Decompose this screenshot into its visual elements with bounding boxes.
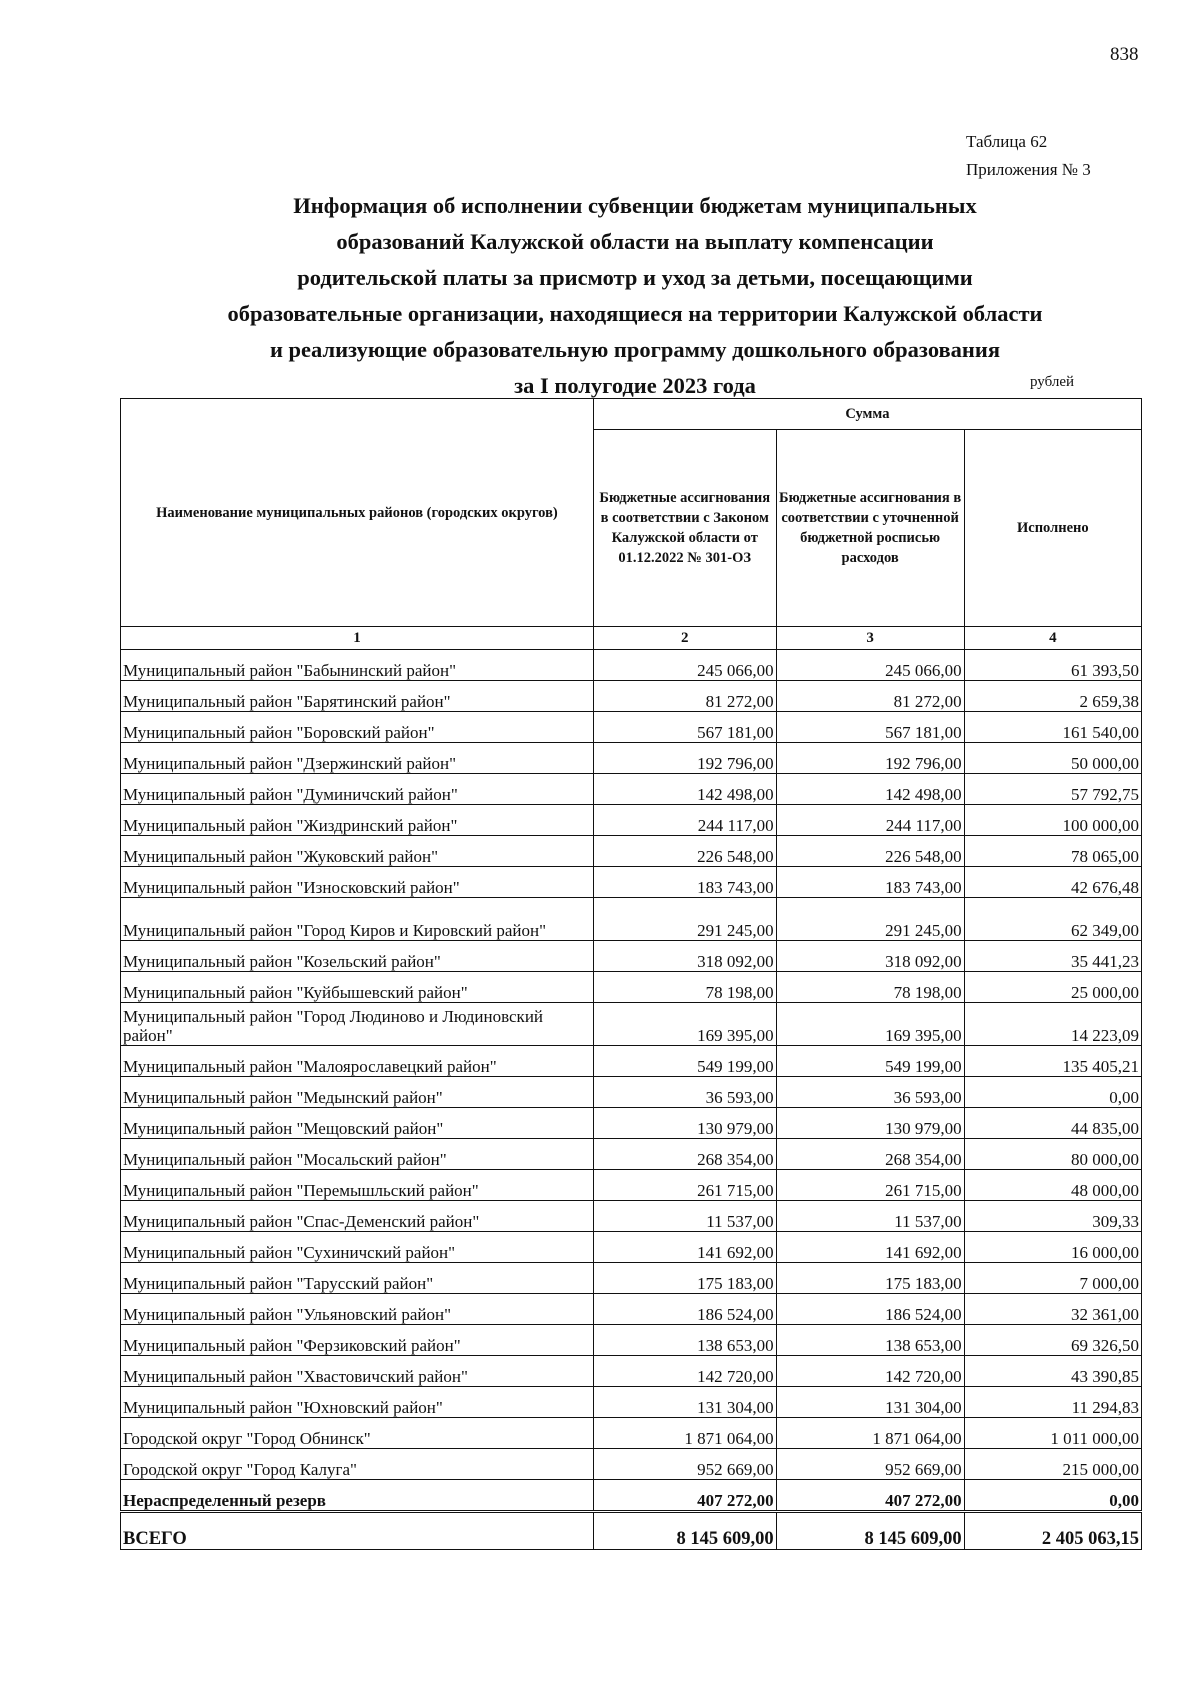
title-line: родительской платы за присмотр и уход за детьми, посещающими	[297, 265, 973, 290]
table-row	[121, 941, 1142, 972]
executed-value: 14 223,09	[964, 1003, 1141, 1046]
municipality-name: Городской округ "Город Калуга"	[121, 1449, 594, 1480]
title-line: Информация об исполнении субвенции бюджетам муниципальных	[293, 193, 977, 218]
refined-allocation-value: 186 524,00	[776, 1294, 964, 1325]
law-allocation-value: 318 092,00	[593, 941, 776, 972]
law-allocation-value: 78 198,00	[593, 972, 776, 1003]
executed-value: 11 294,83	[964, 1387, 1141, 1418]
municipality-name: Муниципальный район "Козельский район"	[121, 941, 594, 972]
law-allocation-value: 291 245,00	[593, 898, 776, 941]
executed-value: 0,00	[964, 1480, 1141, 1512]
refined-allocation-value: 261 715,00	[776, 1170, 964, 1201]
table-number: Таблица 62	[966, 132, 1048, 151]
table-row	[121, 1480, 1142, 1512]
law-allocation-value: 226 548,00	[593, 836, 776, 867]
table-row	[121, 805, 1142, 836]
executed-value: 309,33	[964, 1201, 1141, 1232]
executed-value: 61 393,50	[964, 650, 1141, 681]
table-row	[121, 1356, 1142, 1387]
executed-value: 48 000,00	[964, 1170, 1141, 1201]
law-allocation-value: 192 796,00	[593, 743, 776, 774]
column-number: 3	[776, 627, 964, 650]
table-row	[121, 774, 1142, 805]
municipality-name: Муниципальный район "Бабынинский район"	[121, 650, 594, 681]
law-allocation-value: 245 066,00	[593, 650, 776, 681]
table-row	[121, 1046, 1142, 1077]
refined-allocation-value: 36 593,00	[776, 1077, 964, 1108]
table-row	[121, 836, 1142, 867]
municipality-name: Муниципальный район "Спас-Деменский район"	[121, 1201, 594, 1232]
law-allocation-value: 261 715,00	[593, 1170, 776, 1201]
title-line: образований Калужской области на выплату компенсации	[336, 229, 934, 254]
municipality-name: Муниципальный район "Куйбышевский район"	[121, 972, 594, 1003]
table-row	[121, 1387, 1142, 1418]
table-row	[121, 1418, 1142, 1449]
executed-value: 25 000,00	[964, 972, 1141, 1003]
executed-value: 135 405,21	[964, 1046, 1141, 1077]
executed-value: 1 011 000,00	[964, 1418, 1141, 1449]
law-allocation-value: 81 272,00	[593, 681, 776, 712]
refined-allocation-value: 291 245,00	[776, 898, 964, 941]
total-executed: 2 405 063,15	[964, 1512, 1141, 1550]
refined-allocation-value: 226 548,00	[776, 836, 964, 867]
refined-allocation-value: 407 272,00	[776, 1480, 964, 1512]
law-allocation-value: 142 498,00	[593, 774, 776, 805]
refined-allocation-value: 138 653,00	[776, 1325, 964, 1356]
municipality-name: Муниципальный район "Думиничский район"	[121, 774, 594, 805]
refined-allocation-value: 130 979,00	[776, 1108, 964, 1139]
title-line: за I полугодие 2023 года	[514, 373, 756, 398]
municipality-name: Муниципальный район "Медынский район"	[121, 1077, 594, 1108]
executed-value: 35 441,23	[964, 941, 1141, 972]
total-row	[121, 1512, 1142, 1550]
executed-value: 62 349,00	[964, 898, 1141, 941]
municipality-name: Муниципальный район "Боровский район"	[121, 712, 594, 743]
executed-value: 100 000,00	[964, 805, 1141, 836]
refined-allocation-value: 169 395,00	[776, 1003, 964, 1046]
appendix-number: Приложения № 3	[966, 160, 1091, 179]
municipality-name: Муниципальный район "Мосальский район"	[121, 1139, 594, 1170]
title-line: и реализующие образовательную программу дошкольного образования	[269, 337, 1001, 362]
table-row	[121, 650, 1142, 681]
refined-allocation-value: 142 498,00	[776, 774, 964, 805]
municipality-name: Муниципальный район "Сухиничский район"	[121, 1232, 594, 1263]
municipality-name: Муниципальный район "Барятинский район"	[121, 681, 594, 712]
law-allocation-value: 244 117,00	[593, 805, 776, 836]
municipality-name: Нераспределенный резерв	[121, 1480, 594, 1512]
law-allocation-value: 169 395,00	[593, 1003, 776, 1046]
table-row	[121, 712, 1142, 743]
municipality-name: Муниципальный район "Износковский район"	[121, 867, 594, 898]
table-row	[121, 1003, 1142, 1046]
municipality-name: Городской округ "Город Обнинск"	[121, 1418, 594, 1449]
refined-allocation-value: 192 796,00	[776, 743, 964, 774]
municipality-name: Муниципальный район "Ульяновский район"	[121, 1294, 594, 1325]
law-allocation-value: 138 653,00	[593, 1325, 776, 1356]
document-title	[170, 188, 1100, 404]
column-number: 2	[593, 627, 776, 650]
law-allocation-value: 186 524,00	[593, 1294, 776, 1325]
header-law-allocation: Бюджетные ассигнования в соответствии с Законом Калужской области от 01.12.2022 № 301-ОЗ	[593, 430, 776, 627]
refined-allocation-value: 318 092,00	[776, 941, 964, 972]
municipality-name: Муниципальный район "Перемышльский район"	[121, 1170, 594, 1201]
executed-value: 32 361,00	[964, 1294, 1141, 1325]
header-executed: Исполнено	[964, 430, 1141, 627]
refined-allocation-value: 175 183,00	[776, 1263, 964, 1294]
executed-value: 80 000,00	[964, 1139, 1141, 1170]
page-number: 838	[1110, 44, 1139, 65]
law-allocation-value: 183 743,00	[593, 867, 776, 898]
table-row	[121, 1077, 1142, 1108]
table-row	[121, 1294, 1142, 1325]
total-law-allocation: 8 145 609,00	[593, 1512, 776, 1550]
executed-value: 69 326,50	[964, 1325, 1141, 1356]
municipality-name: Муниципальный район "Юхновский район"	[121, 1387, 594, 1418]
table-row	[121, 1325, 1142, 1356]
municipality-name: Муниципальный район "Ферзиковский район"	[121, 1325, 594, 1356]
table-row	[121, 743, 1142, 774]
municipality-name: Муниципальный район "Жиздринский район"	[121, 805, 594, 836]
table-row	[121, 1232, 1142, 1263]
municipality-name: Муниципальный район "Тарусский район"	[121, 1263, 594, 1294]
budget-table	[120, 398, 1142, 1550]
law-allocation-value: 11 537,00	[593, 1201, 776, 1232]
table-row	[121, 1139, 1142, 1170]
refined-allocation-value: 1 871 064,00	[776, 1418, 964, 1449]
refined-allocation-value: 78 198,00	[776, 972, 964, 1003]
law-allocation-value: 549 199,00	[593, 1046, 776, 1077]
title-line: образовательные организации, находящиеся на территории Калужской области	[227, 301, 1043, 326]
law-allocation-value: 130 979,00	[593, 1108, 776, 1139]
refined-allocation-value: 268 354,00	[776, 1139, 964, 1170]
executed-value: 161 540,00	[964, 712, 1141, 743]
law-allocation-value: 407 272,00	[593, 1480, 776, 1512]
total-label: ВСЕГО	[121, 1512, 594, 1550]
municipality-name: Муниципальный район "Город Киров и Кировский район"	[121, 898, 594, 941]
executed-value: 42 676,48	[964, 867, 1141, 898]
executed-value: 2 659,38	[964, 681, 1141, 712]
executed-value: 7 000,00	[964, 1263, 1141, 1294]
refined-allocation-value: 142 720,00	[776, 1356, 964, 1387]
law-allocation-value: 131 304,00	[593, 1387, 776, 1418]
header-sum-group: Сумма	[593, 399, 1141, 430]
table-label	[966, 128, 1091, 184]
header-name-column: Наименование муниципальных районов (городских округов)	[121, 399, 594, 627]
law-allocation-value: 567 181,00	[593, 712, 776, 743]
header-refined-allocation: Бюджетные ассигнования в соответствии с уточненной бюджетной росписью расходов	[776, 430, 964, 627]
refined-allocation-value: 183 743,00	[776, 867, 964, 898]
executed-value: 50 000,00	[964, 743, 1141, 774]
executed-value: 57 792,75	[964, 774, 1141, 805]
refined-allocation-value: 952 669,00	[776, 1449, 964, 1480]
refined-allocation-value: 11 537,00	[776, 1201, 964, 1232]
table-row	[121, 898, 1142, 941]
law-allocation-value: 142 720,00	[593, 1356, 776, 1387]
municipality-name: Муниципальный район "Город Людиново и Людиновский район"	[121, 1003, 594, 1046]
law-allocation-value: 1 871 064,00	[593, 1418, 776, 1449]
table-row	[121, 1201, 1142, 1232]
executed-value: 215 000,00	[964, 1449, 1141, 1480]
table-row	[121, 867, 1142, 898]
municipality-name: Муниципальный район "Жуковский район"	[121, 836, 594, 867]
table-body	[121, 650, 1142, 1550]
table-row	[121, 681, 1142, 712]
column-number: 4	[964, 627, 1141, 650]
municipality-name: Муниципальный район "Дзержинский район"	[121, 743, 594, 774]
executed-value: 0,00	[964, 1077, 1141, 1108]
total-refined-allocation: 8 145 609,00	[776, 1512, 964, 1550]
refined-allocation-value: 245 066,00	[776, 650, 964, 681]
refined-allocation-value: 549 199,00	[776, 1046, 964, 1077]
executed-value: 16 000,00	[964, 1232, 1141, 1263]
executed-value: 43 390,85	[964, 1356, 1141, 1387]
executed-value: 44 835,00	[964, 1108, 1141, 1139]
law-allocation-value: 36 593,00	[593, 1077, 776, 1108]
refined-allocation-value: 81 272,00	[776, 681, 964, 712]
municipality-name: Муниципальный район "Хвастовичский район"	[121, 1356, 594, 1387]
table-row	[121, 972, 1142, 1003]
table-row	[121, 1263, 1142, 1294]
units-label: рублей	[1030, 374, 1075, 390]
column-number: 1	[121, 627, 594, 650]
law-allocation-value: 175 183,00	[593, 1263, 776, 1294]
law-allocation-value: 141 692,00	[593, 1232, 776, 1263]
table-row	[121, 1170, 1142, 1201]
law-allocation-value: 952 669,00	[593, 1449, 776, 1480]
refined-allocation-value: 131 304,00	[776, 1387, 964, 1418]
municipality-name: Муниципальный район "Мещовский район"	[121, 1108, 594, 1139]
executed-value: 78 065,00	[964, 836, 1141, 867]
refined-allocation-value: 567 181,00	[776, 712, 964, 743]
table-row	[121, 1108, 1142, 1139]
refined-allocation-value: 141 692,00	[776, 1232, 964, 1263]
refined-allocation-value: 244 117,00	[776, 805, 964, 836]
table-row	[121, 1449, 1142, 1480]
municipality-name: Муниципальный район "Малоярославецкий район"	[121, 1046, 594, 1077]
law-allocation-value: 268 354,00	[593, 1139, 776, 1170]
